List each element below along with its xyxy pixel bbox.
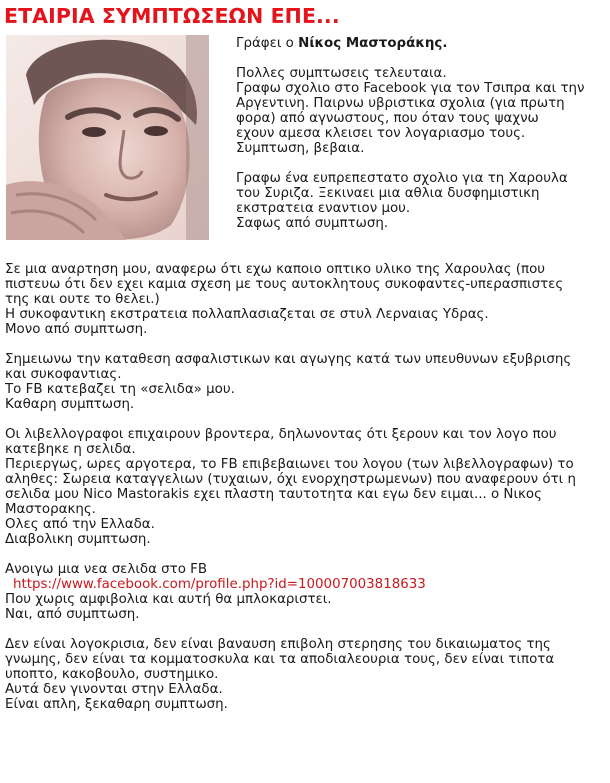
paragraph-line: Γραφω ένα ευπρεπεστατο σχολιο για τη Χαρουλα: [236, 171, 568, 186]
paragraph-line: Που χωρις αμφιβολια και αυτή θα μπλοκαριστει.: [5, 592, 332, 607]
paragraph-line: του Συριζα. Ξεκιναει μια αθλια δυσφημιστικη: [236, 186, 540, 201]
facebook-profile-link[interactable]: https://www.facebook.com/profile.php?id=100007003818633: [13, 577, 426, 592]
paragraph-line: Η συκοφαντικη εκστρατεια πολλαπλασιαζεται σε στυλ Λερναιας Υδρας.: [5, 307, 489, 322]
paragraph-line: Περιεργως, ωρες αργοτερα, το FB επιβεβαιωνει του λογου (των λιβελλογραφων) το: [5, 457, 574, 472]
paragraph-line: Ναι, από συμπτωση.: [5, 607, 140, 622]
paragraph-line: πιστευω ότι δεν εχει καμια σχεση με τους αυτοκλητους συκοφαντες-υπερασπιστες: [5, 277, 564, 292]
paragraph-line: Οι λιβελλογραφοι επιχαιρουν βροντερα, δηλωνοντας ότι ξερουν και τον λογο που: [5, 427, 557, 442]
paragraph-line: γνωμης, δεν είναι τα κομματοσκυλα και τα αποδιαλεουρια τους, δεν είναι τιποτα: [5, 652, 555, 667]
paragraph-line: υποπτο, κακοβουλο, συστημικο.: [5, 667, 219, 682]
paragraph-line: Πολλες συμπτωσεις τελευταια.: [236, 66, 447, 81]
author-name: Νίκος Μαστοράκης.: [298, 36, 448, 51]
paragraph-line: αληθες: Σωρεια καταγγελιων (τυχαιων, όχι ενορχηστρωμενων) που αναφερουν ότι η: [5, 472, 576, 487]
paragraph-line: Καθαρη συμπτωση.: [5, 397, 135, 412]
paragraph-line: Ανοιγω μια νεα σελιδα στο FB: [5, 562, 208, 577]
paragraph-line: Μαστορακης.: [5, 502, 96, 517]
paragraph-line: φορα) από αγνωστους, που όταν τους ψαχνω: [236, 111, 539, 126]
paragraph-line: Σε μια αναρτηση μου, αναφερω ότι εχω καποιο οπτικο υλικο της Χαρουλας (που: [5, 262, 546, 277]
article-body: [5, 262, 576, 712]
paragraph-line: Αυτά δεν γινονται στην Ελλαδα.: [5, 682, 223, 697]
paragraph-line: κατεβηκε η σελιδα.: [5, 442, 136, 457]
paragraph-line: της και ουτε το θελει.): [5, 292, 160, 307]
paragraph-line: Δεν είναι λογοκρισια, δεν είναι βαναυση επιβολη στερησης του δικαιωματος της: [5, 637, 551, 652]
paragraph-line: Είναι απλη, ξεκαθαρη συμπτωση.: [5, 697, 228, 712]
paragraph-line: Σαφως από συμπτωση.: [236, 216, 389, 231]
paragraph-line: και συκοφαντιας.: [5, 367, 122, 382]
paragraph-line: Διαβολικη συμπτωση.: [5, 532, 151, 547]
paragraph-line: Το FB κατεβαζει τη «σελιδα» μου.: [5, 382, 235, 397]
paragraph-line: Ολες από την Ελλαδα.: [5, 517, 155, 532]
paragraph-line: Γραφω σχολιο στο Facebook για τον Τσιπρα και την: [236, 81, 585, 96]
paragraph-line: Συμπτωση, βεβαια.: [236, 141, 365, 156]
paragraph-line: Μονο από συμπτωση.: [5, 322, 148, 337]
paragraph-line: σελιδα μου Nico Mastorakis εχει πλαστη ταυτοτητα και εγω δεν ειμαι... ο Νικος: [5, 487, 542, 502]
paragraph-line: εκστρατεια εναντιον μου.: [236, 201, 411, 216]
paragraph-line: εχουν αμεσα κλεισει τον λογαριασμο τους.: [236, 126, 526, 141]
intro-text: [236, 36, 585, 231]
article-title: ΕΤΑΙΡΙΑ ΣΥΜΠΤΩΣΕΩΝ ΕΠΕ...: [4, 4, 340, 28]
author-photo: [6, 35, 209, 240]
paragraph-line: Αργεντινη. Παιρνω υβριστικα σχολια (για πρωτη: [236, 96, 565, 111]
paragraph-line: Σημειωνω την καταθεση ασφαλιστικων και αγωγης κατά των υπευθυνων εξυβρισης: [5, 352, 572, 367]
byline: Γράφει ο Νίκος Μαστοράκης.: [236, 36, 448, 51]
facebook-profile-link-line: [5, 577, 576, 592]
